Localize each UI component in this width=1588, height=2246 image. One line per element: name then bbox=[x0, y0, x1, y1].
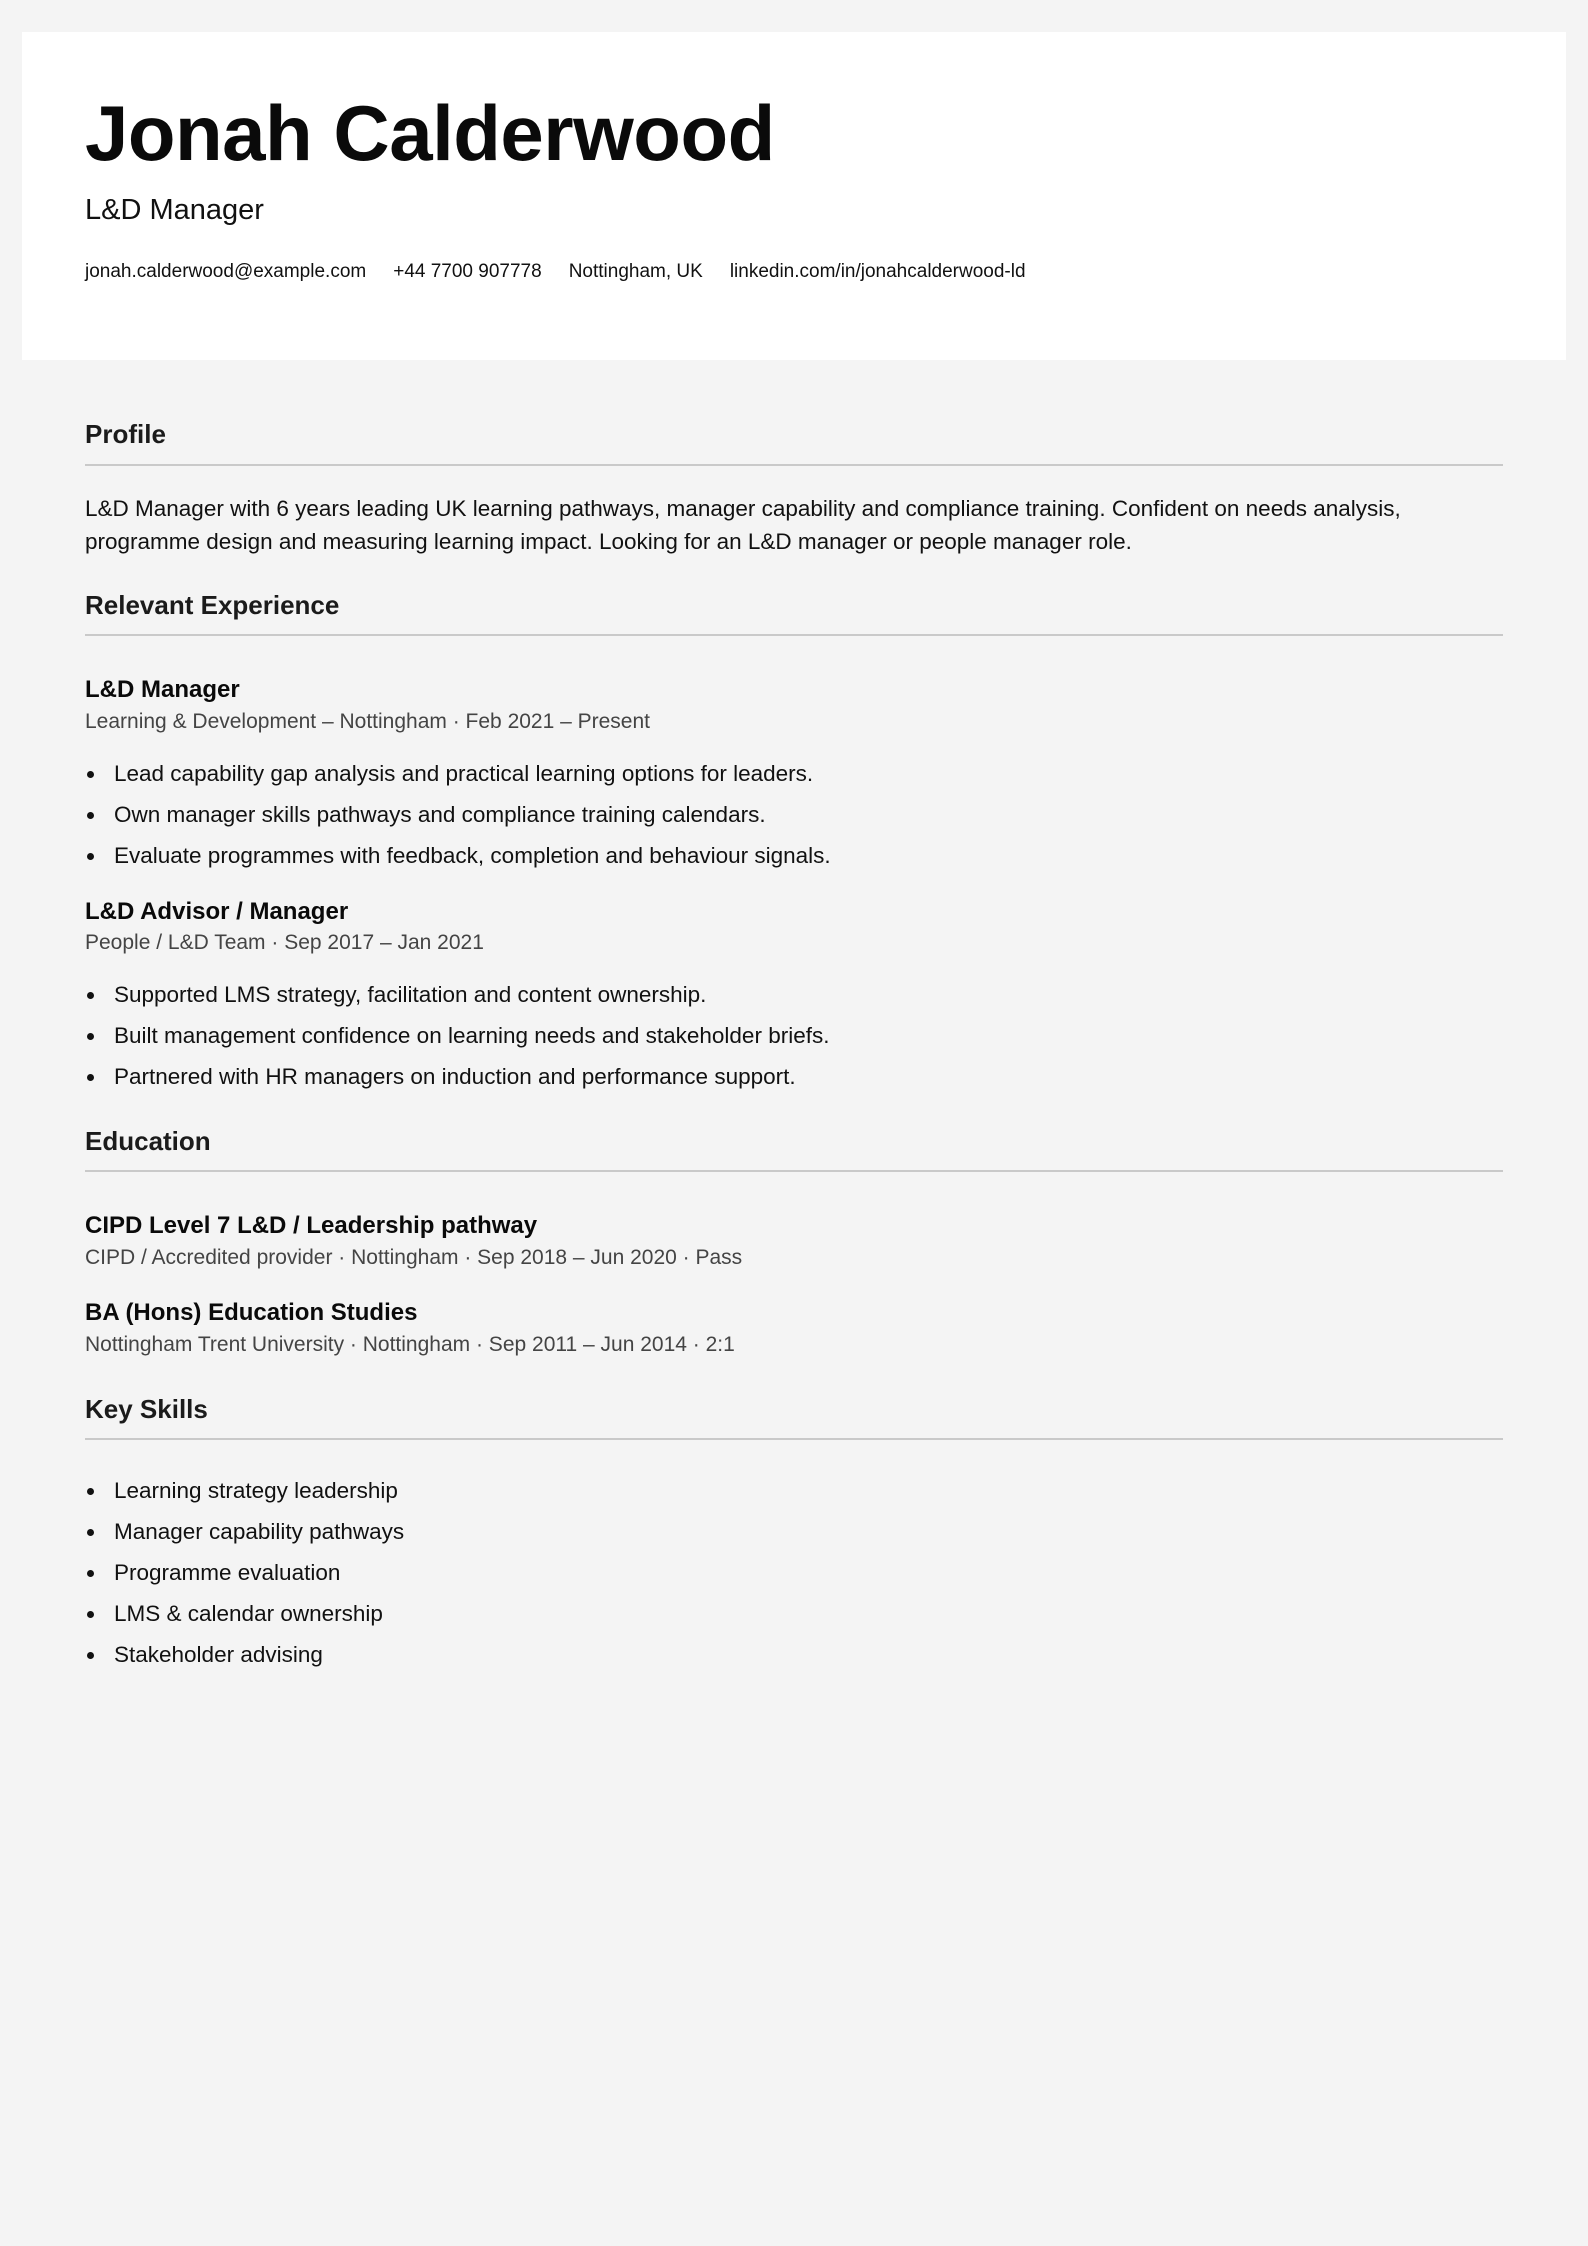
list-item: Partnered with HR managers on induction and performance support. bbox=[85, 1065, 829, 1106]
contact-location: Nottingham, UK bbox=[568, 261, 703, 282]
contact-linkedin[interactable]: linkedin.com/in/jonahcalderwood-ld bbox=[729, 261, 1026, 282]
list-item: Manager capability pathways bbox=[85, 1520, 404, 1561]
candidate-role: L&D Manager bbox=[85, 194, 264, 226]
profile-summary: L&D Manager with 6 years leading UK learning pathways, manager capability and compliance training. Confident on needs analysis, programme design and measuring learning impact. Looking for an L&D manager or people manager role. bbox=[85, 496, 1401, 554]
section-divider bbox=[85, 634, 1503, 636]
section-divider bbox=[85, 1438, 1503, 1440]
resume-header bbox=[22, 32, 1566, 360]
section-divider bbox=[85, 1170, 1503, 1172]
list-item: LMS & calendar ownership bbox=[85, 1602, 404, 1643]
skills-heading: Key Skills bbox=[85, 1394, 208, 1424]
list-item: Learning strategy leadership bbox=[85, 1479, 404, 1520]
contact-phone[interactable]: +44 7700 907778 bbox=[393, 261, 542, 282]
contact-details bbox=[85, 262, 1026, 281]
education-meta: Nottingham Trent University · Nottingham · Sep 2011 – Jun 2014 · 2:1 bbox=[85, 1333, 735, 1356]
candidate-name: Jonah Calderwood bbox=[85, 89, 775, 177]
profile-heading: Profile bbox=[85, 419, 166, 449]
job-meta: Learning & Development – Nottingham · Feb 2021 – Present bbox=[85, 710, 651, 733]
job-meta: People / L&D Team · Sep 2017 – Jan 2021 bbox=[85, 931, 484, 954]
job-title: L&D Manager bbox=[85, 676, 240, 703]
list-item: Evaluate programmes with feedback, completion and behaviour signals. bbox=[85, 844, 831, 885]
job-bullets bbox=[85, 762, 831, 885]
job-title: L&D Advisor / Manager bbox=[85, 898, 349, 925]
education-heading: Education bbox=[85, 1126, 211, 1156]
list-item: Programme evaluation bbox=[85, 1561, 404, 1602]
education-title: BA (Hons) Education Studies bbox=[85, 1299, 418, 1326]
contact-email[interactable]: jonah.calderwood@example.com bbox=[85, 261, 367, 282]
experience-heading: Relevant Experience bbox=[85, 590, 340, 620]
list-item: Stakeholder advising bbox=[85, 1643, 404, 1684]
education-title: CIPD Level 7 L&D / Leadership pathway bbox=[85, 1212, 538, 1239]
job-bullets bbox=[85, 983, 829, 1106]
list-item: Built management confidence on learning needs and stakeholder briefs. bbox=[85, 1024, 829, 1065]
skills-list bbox=[85, 1479, 404, 1684]
section-divider bbox=[85, 464, 1503, 466]
list-item: Own manager skills pathways and compliance training calendars. bbox=[85, 803, 831, 844]
list-item: Supported LMS strategy, facilitation and content ownership. bbox=[85, 983, 829, 1024]
education-meta: CIPD / Accredited provider · Nottingham · Sep 2018 – Jun 2020 · Pass bbox=[85, 1246, 743, 1269]
list-item: Lead capability gap analysis and practical learning options for leaders. bbox=[85, 762, 831, 803]
